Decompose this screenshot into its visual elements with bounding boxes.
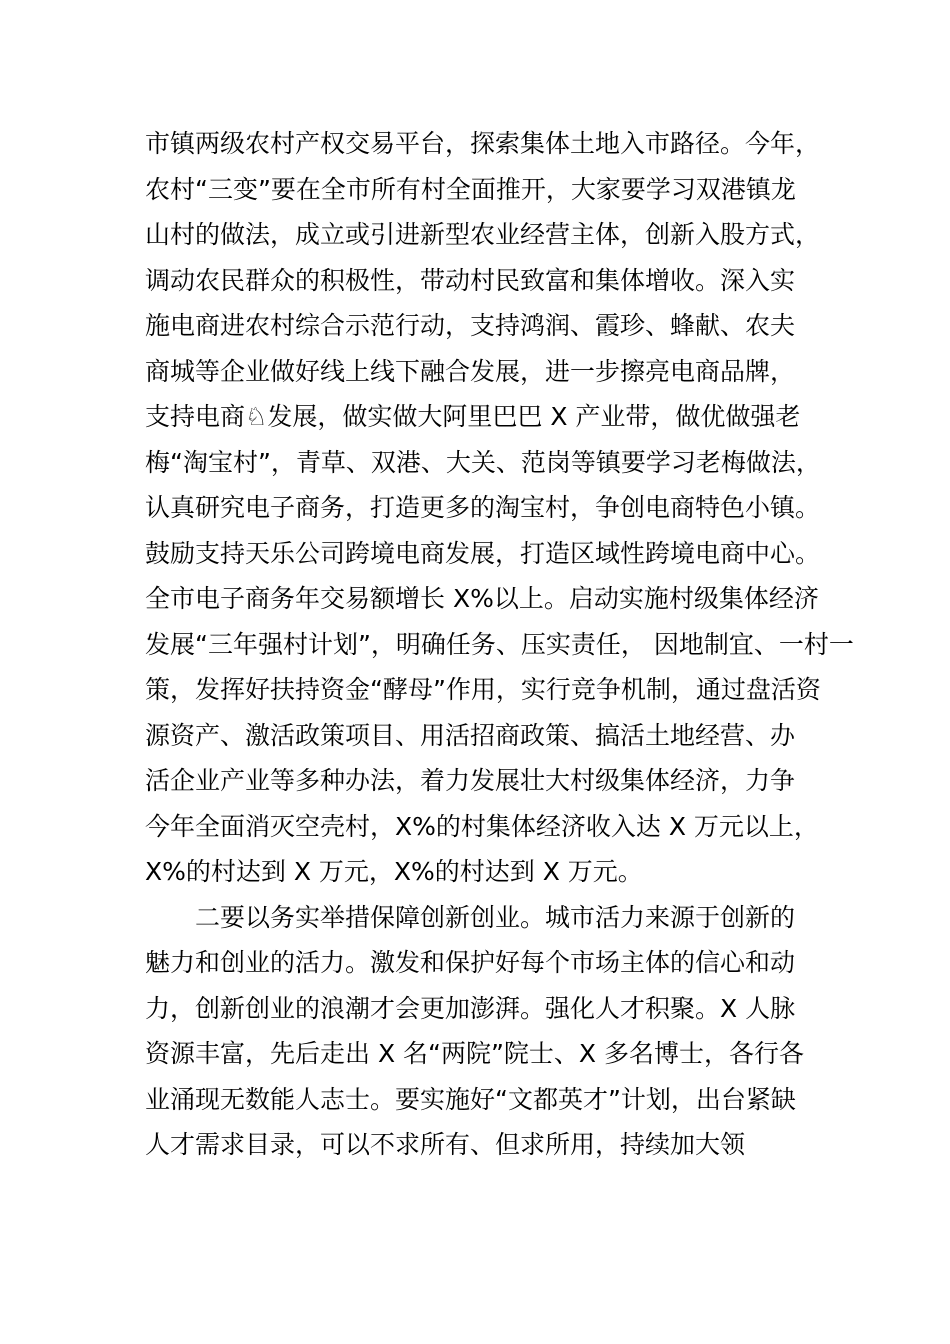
text-line: 发展“三年强村计划”，明确任务、压实责任， 因地制宜、一村一	[145, 629, 854, 659]
text-line: 市镇两级农村产权交易平台，探索集体土地入市路径。今年，	[145, 129, 821, 158]
text-line: 认真研究电子商务，打造更多的淘宝村，争创电商特色小镇。	[145, 493, 821, 522]
text-line: X%的村达到 X 万元，X%的村达到 X 万元。	[145, 857, 643, 886]
paragraph-start-line: 二要以务实举措保障创新创业。城市活力来源于创新的	[145, 902, 796, 932]
text-line: 魅力和创业的活力。激发和保护好每个市场主体的信心和动	[145, 948, 796, 977]
text-line: 资源丰富，先后走出 X 名“两院”院士、X 多名博士，各行各	[145, 1039, 804, 1068]
text-line: 力，创新创业的浪潮才会更加澎湃。强化人才积聚。X 人脉	[145, 993, 796, 1023]
text-line: 商城等企业做好线上线下融合发展，进一步擦亮电商品牌，	[145, 356, 796, 386]
text-line: 支持电商♘发展，做实做大阿里巴巴 X 产业带，做优做强老	[145, 402, 801, 431]
text-line: 农村“三变”要在全市所有村全面推开，大家要学习双港镇龙	[145, 174, 796, 204]
text-line: 全市电子商务年交易额增长 X%以上。启动实施村级集体经济	[145, 584, 819, 613]
text-line: 鼓励支持天乐公司跨境电商发展，打造区域性跨境电商中心。	[145, 538, 821, 568]
text-line: 活企业产业等多种办法，着力发展壮大村级集体经济，力争	[145, 766, 796, 795]
text-line: 调动农民群众的积极性，带动村民致富和集体增收。深入实	[145, 265, 796, 295]
text-line: 策，发挥好扶持资金“酵母”作用，实行竞争机制，通过盘活资	[145, 675, 821, 704]
text-line: 人才需求目录，可以不求所有、但求所用，持续加大领	[145, 1130, 746, 1159]
text-line: 业涌现无数能人志士。要实施好“文都英才”计划，出台紧缺	[145, 1084, 796, 1114]
text-line: 山村的做法，成立或引进新型农业经营主体，创新入股方式，	[145, 220, 821, 249]
body-text	[145, 121, 854, 1168]
text-line: 源资产、激活政策项目、用活招商政策、搞活土地经营、办	[145, 720, 796, 750]
text-line: 梅“淘宝村”，青草、双港、大关、范岗等镇要学习老梅做法，	[145, 447, 821, 477]
text-line: 今年全面消灭空壳村，X%的村集体经济收入达 X 万元以上，	[145, 811, 819, 841]
text-line: 施电商进农村综合示范行动，支持鸿润、霞珍、蜂献、农夫	[145, 311, 796, 340]
